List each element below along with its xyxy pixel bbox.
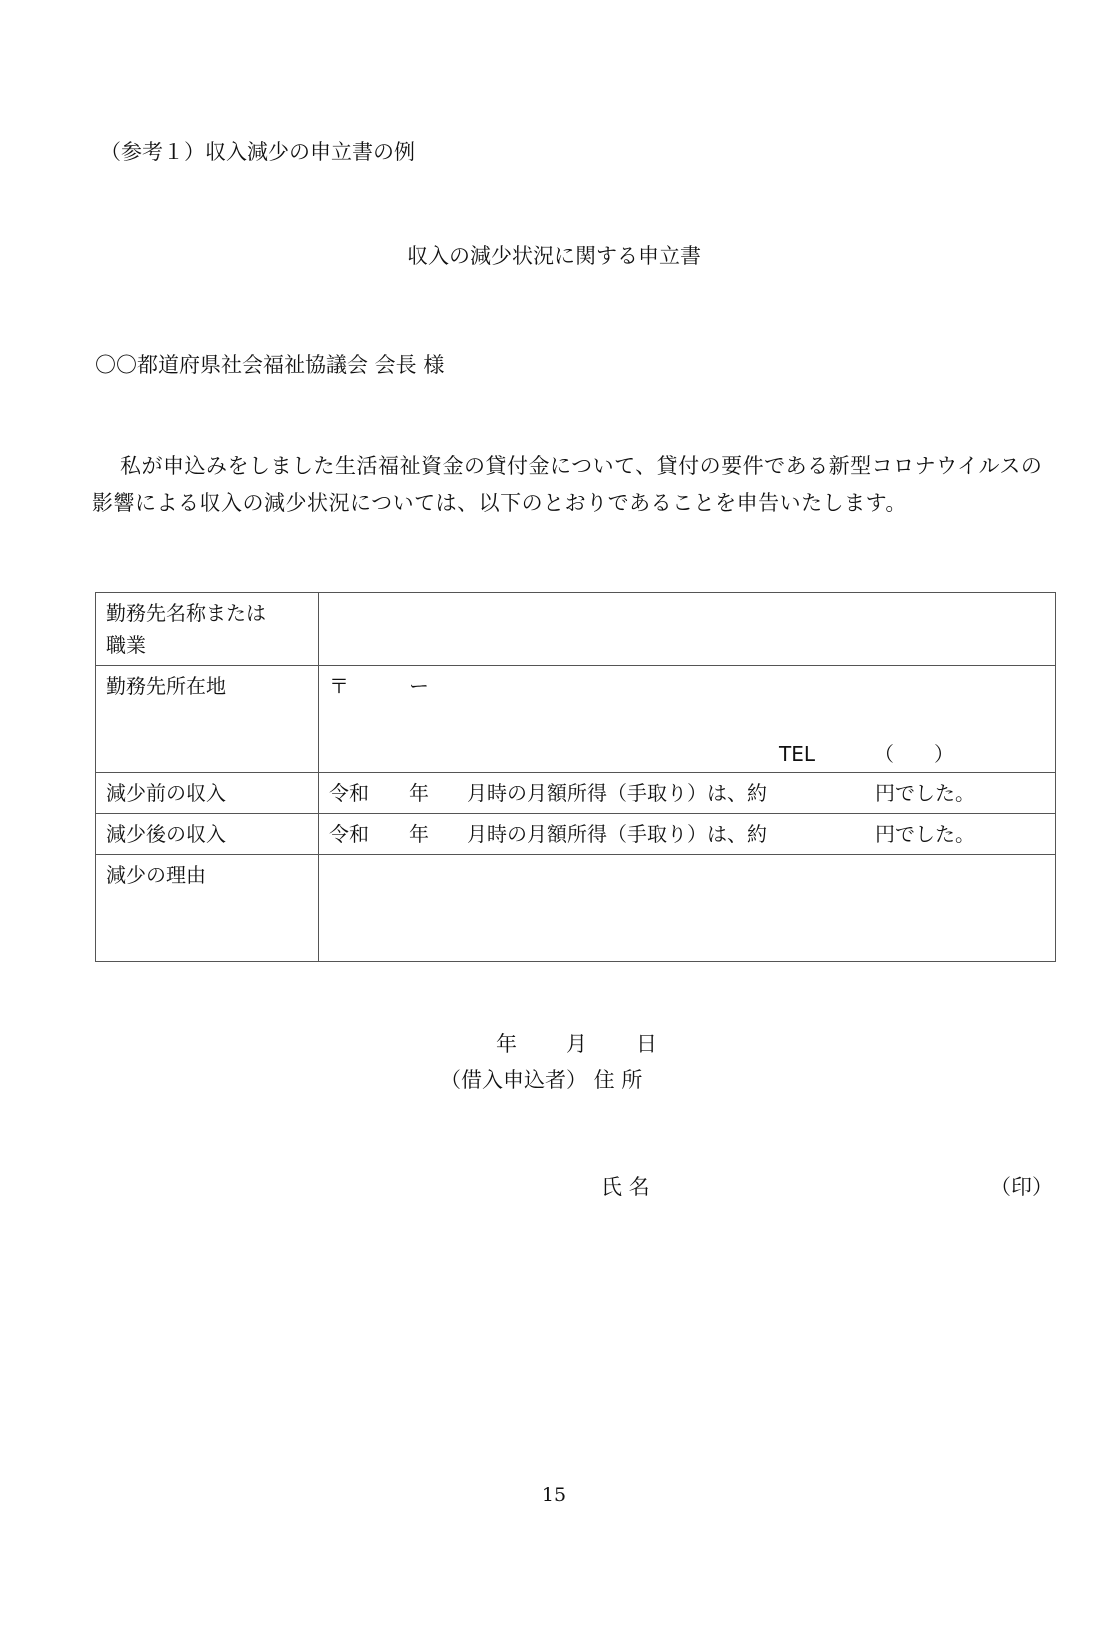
reason-field[interactable]	[319, 855, 1056, 962]
employer-label: 勤務先名称または 職業	[96, 593, 319, 666]
statement-text: 私が申込みをしました生活福祉資金の貸付金について、貸付の要件である新型コロナウイルスの影響による収入の減少状況については、以下のとおりであることを申告いたします。	[92, 454, 1043, 515]
document-title: 収入の減少状況に関する申立書	[407, 244, 701, 268]
date-month: 月	[566, 1032, 587, 1056]
table-row-income-after	[96, 814, 1056, 855]
tel-label: TEL	[779, 742, 815, 766]
reference-label: （参考１）収入減少の申立書の例	[100, 140, 415, 164]
date-day: 日	[636, 1032, 657, 1056]
income-after-field[interactable]: 令和 年 月時の月額所得（手取り）は、約 円でした。	[319, 814, 1056, 855]
table-row-address	[96, 666, 1056, 773]
tel-paren: （ ）	[874, 742, 954, 766]
statement-paragraph	[92, 448, 1052, 522]
income-before-label: 減少前の収入	[96, 773, 319, 814]
applicant-address-label: （借入申込者） 住 所	[440, 1068, 643, 1092]
address-label: 勤務先所在地	[96, 666, 319, 773]
income-before-field[interactable]: 令和 年 月時の月額所得（手取り）は、約 円でした。	[319, 773, 1056, 814]
addressee: 〇〇都道府県社会福祉協議会 会長 様	[95, 353, 445, 377]
table-row-income-before	[96, 773, 1056, 814]
date-line	[496, 1028, 657, 1058]
employer-field[interactable]	[319, 593, 1056, 666]
reason-label: 減少の理由	[96, 855, 319, 962]
address-field[interactable]	[319, 666, 1056, 773]
postal-mark: 〒	[329, 674, 349, 698]
income-info-table	[95, 592, 1056, 962]
table-row-reason	[96, 855, 1056, 962]
seal-mark: （印）	[990, 1175, 1053, 1199]
income-after-label: 減少後の収入	[96, 814, 319, 855]
postal-dash: ー	[409, 674, 429, 698]
name-label: 氏 名	[601, 1175, 650, 1199]
date-year: 年	[496, 1032, 517, 1056]
page-number: 15	[541, 1484, 567, 1506]
table-row-employer	[96, 593, 1056, 666]
